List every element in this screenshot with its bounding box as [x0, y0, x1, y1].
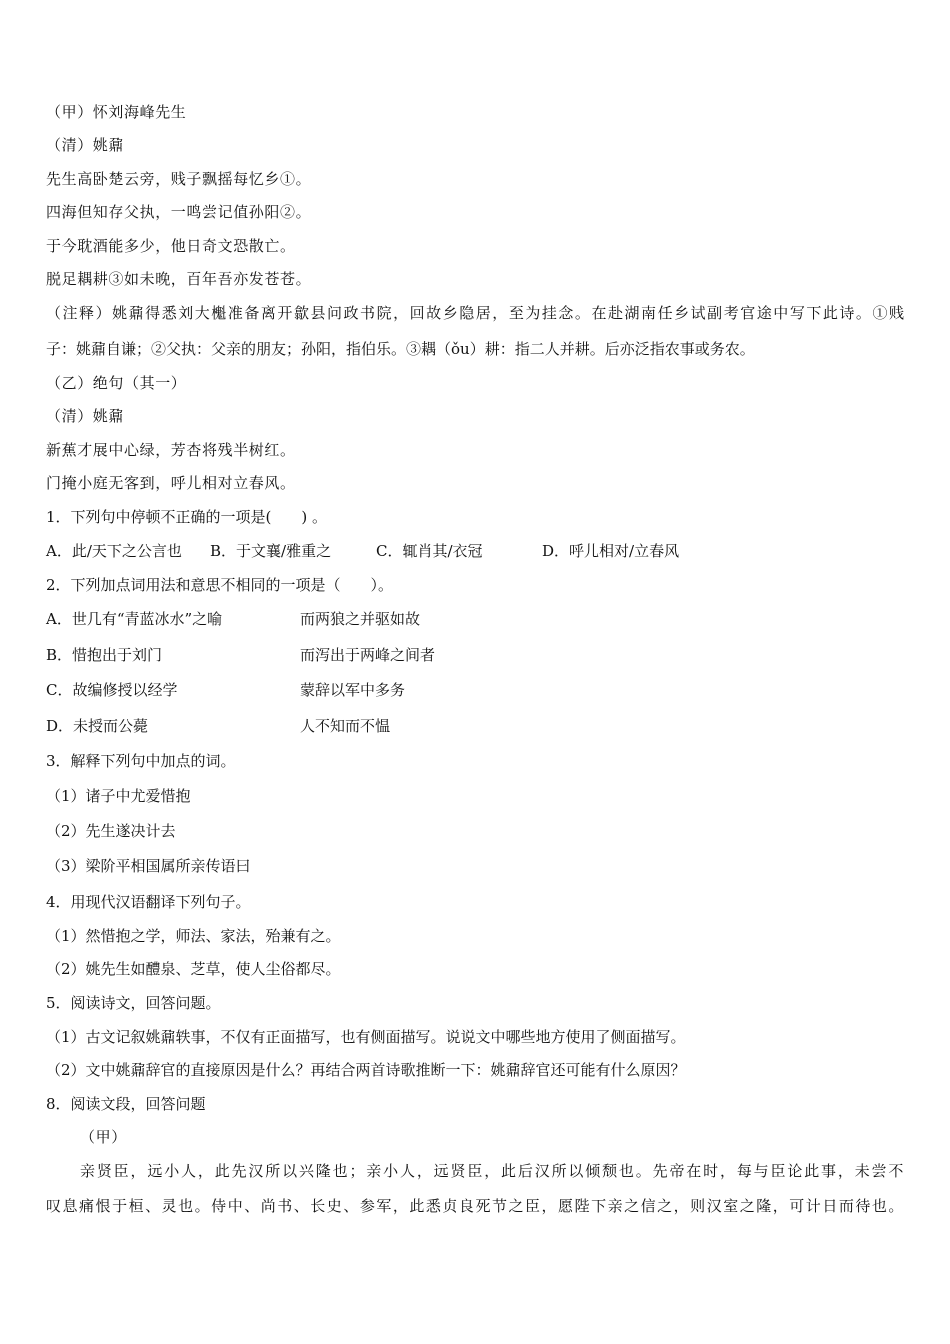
q1-stem: 1．下列句中停顿不正确的一项是( ) 。: [46, 508, 328, 526]
q8-stem: 8．阅读文段，回答问题: [46, 1095, 206, 1113]
q2-option-c-right: 蒙辞以军中多务: [300, 681, 406, 699]
poem1-author: （清）姚鼐: [46, 136, 125, 154]
q2-option-b-left: B．惜抱出于刘门: [46, 646, 163, 664]
q5-item-2: （2）文中姚鼐辞官的直接原因是什么？再结合两首诗歌推断一下：姚鼐辞官还可能有什么原因？: [46, 1061, 686, 1079]
poem1-note-line-1: （注释）姚鼐得悉刘大櫆准备离开歙县问政书院，回故乡隐居，至为挂念。在赴湖南任乡试副考官途中写下此诗。①贱: [46, 304, 904, 322]
q2-option-b-right: 而泻出于两峰之间者: [300, 646, 436, 664]
poem2-line-2: 门掩小庭无客到，呼儿相对立春风。: [46, 474, 296, 492]
poem2-author: （清）姚鼐: [46, 407, 125, 425]
poem2-title: （乙）绝句（其一）: [46, 374, 187, 392]
q3-item-1: （1）诸子中尤爱惜抱: [46, 787, 191, 805]
q1-option-b: B．于文襄/雅重之: [210, 542, 332, 560]
q5-item-1: （1）古文记叙姚鼐轶事，不仅有正面描写，也有侧面描写。说说文中哪些地方使用了侧面描写。: [46, 1028, 686, 1046]
poem2-line-1: 新蕉才展中心绿，芳杏将残半树红。: [46, 441, 296, 459]
q3-item-2: （2）先生遂决计去: [46, 822, 176, 840]
q8-part-label: （甲）: [80, 1128, 127, 1146]
q5-stem: 5．阅读诗文，回答问题。: [46, 994, 221, 1012]
q2-option-a-right: 而两狼之并驱如故: [300, 610, 421, 628]
q4-stem: 4．用现代汉语翻译下列句子。: [46, 893, 251, 911]
q3-stem: 3．解释下列句中加点的词。: [46, 752, 236, 770]
q2-option-d-left: D．未授而公薨: [46, 717, 149, 735]
poem1-title: （甲）怀刘海峰先生: [46, 103, 187, 121]
q2-option-a-left: A．世几有“青蓝冰水”之喻: [46, 610, 223, 628]
q3-item-3: （3）梁阶平相国属所亲传语曰: [46, 857, 251, 875]
q2-option-c-left: C．故编修授以经学: [46, 681, 178, 699]
q4-item-1: （1）然惜抱之学，师法、家法，殆兼有之。: [46, 927, 341, 945]
poem1-line-4: 脱足耦耕③如未晚，百年吾亦发苍苍。: [46, 270, 312, 288]
q2-option-d-right: 人不知而不愠: [300, 717, 391, 735]
q1-option-c: C．辄肖其/衣冠: [376, 542, 483, 560]
q1-option-a: A．此/天下之公言也: [46, 542, 182, 560]
q1-option-d: D．呼儿相对/立春风: [542, 542, 680, 560]
q8-paragraph-line-2: 叹息痛恨于桓、灵也。侍中、尚书、长史、参军，此悉贞良死节之臣，愿陛下亲之信之，则汉室之隆，可计日而待也。: [46, 1197, 904, 1215]
poem1-note-line-2: 子：姚鼐自谦；②父执：父亲的朋友；孙阳，指伯乐。③耦（ǒu）耕：指二人并耕。后亦泛指农事或务农。: [46, 340, 755, 358]
q8-paragraph-line-1: 亲贤臣，远小人，此先汉所以兴隆也；亲小人，远贤臣，此后汉所以倾颓也。先帝在时，每与臣论此事，未尝不: [80, 1162, 904, 1180]
poem1-line-1: 先生高卧楚云旁，贱子飘摇每忆乡①。: [46, 170, 312, 188]
q4-item-2: （2）姚先生如醴泉、芝草，使人尘俗都尽。: [46, 960, 341, 978]
q2-stem: 2．下列加点词用法和意思不相同的一项是（ ）。: [46, 576, 394, 594]
poem1-line-2: 四海但知存父执，一鸣尝记值孙阳②。: [46, 203, 312, 221]
poem1-line-3: 于今耽酒能多少，他日奇文恐散亡。: [46, 237, 296, 255]
